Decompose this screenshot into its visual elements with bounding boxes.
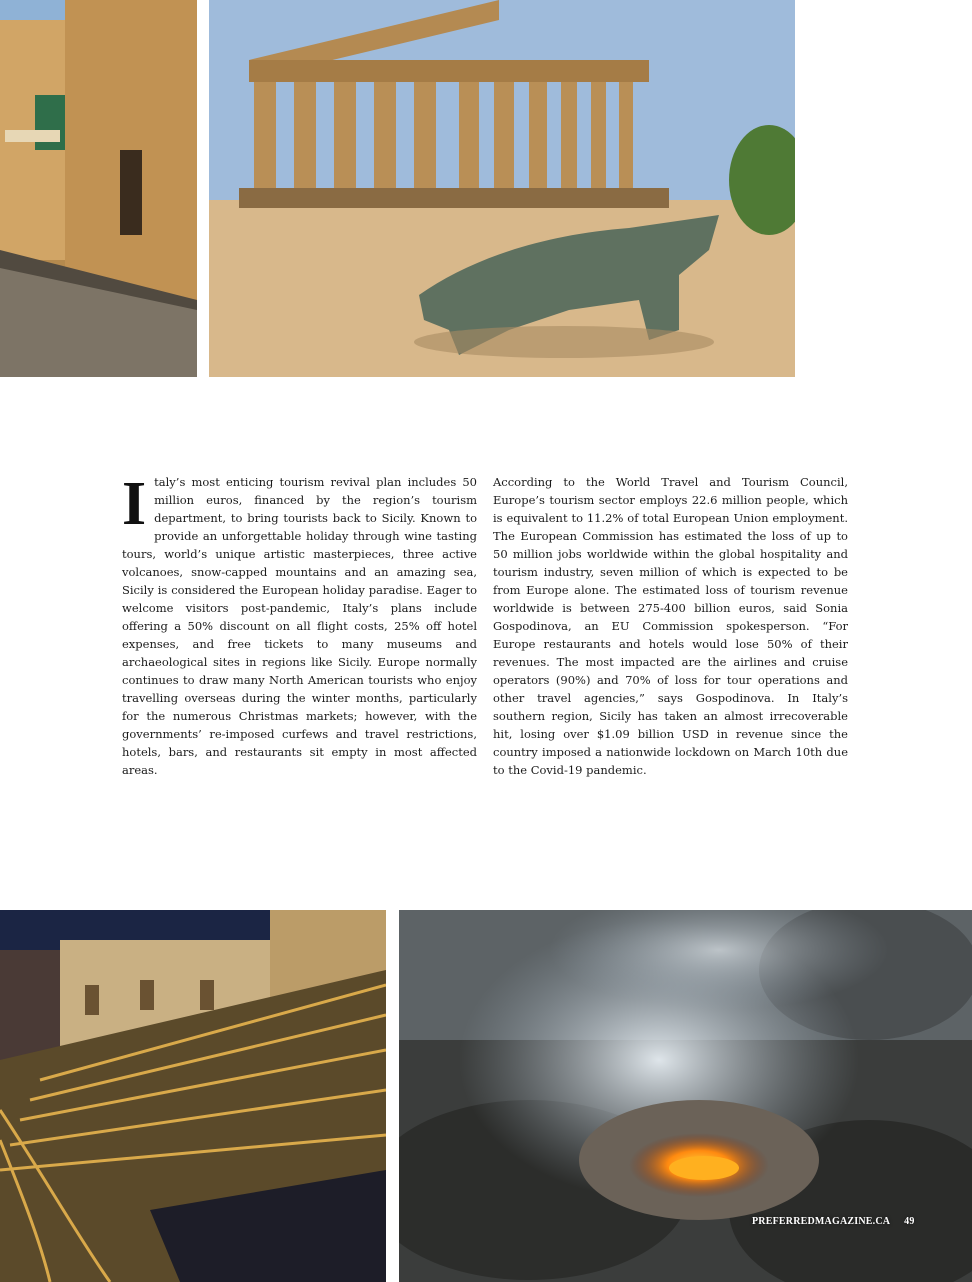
article-column-1 — [122, 470, 477, 779]
magazine-website: PREFERREDMAGAZINE.CA — [752, 1216, 891, 1227]
photo-greek-temple — [209, 0, 795, 377]
article-column-2 — [493, 473, 848, 779]
drop-cap: I — [122, 470, 147, 538]
column-2-text: According to the World Travel and Tourism Council, Europe’s tourism sector employs 22.6 million people, which is equivalent to 11.2% of total European Union employment. The European Commission has estimated the loss of up to 50 million jobs worldwide within the global hospitality and tourism industry, seven million of which is expected to be from Europe alone. The estimated loss of tourism revenue worldwide is between 275-400 billion euros, said Sonia Gospodinova, an EU Commission spokesperson. “For Europe restaurants and hotels would lose 50% of their revenues. The most impacted are the airlines and cruise operators (90%) and 70% of loss for tour operations and other travel agencies,” says Gospodinova. In Italy’s southern region, Sicily has taken an almost irrecoverable hit, losing over $1.09 billion USD in revenue since the country imposed a nationwide lockdown on March 10th due to the Covid-19 pandemic. — [493, 475, 848, 777]
column-1-text: taly’s most enticing tourism revival plan includes 50 million euros, financed by the region’s tourism department, to bring tourists back to Sicily. Known to provide an unforgettable holiday through wine tasting tours, world’s unique artistic masterpieces, three active volcanoes, snow-capped mountains and an amazing sea, Sicily is considered the European holiday paradise. Eager to welcome visitors post-pandemic, Italy’s plans include offering a 50% discount on all flight costs, 25% off hotel expenses, and free tickets to many museums and archaeological sites in regions like Sicily. Europe normally continues to draw many North American tourists who enjoy travelling overseas during the winter months, particularly for the numerous Christmas markets; however, with the governments’ re-imposed curfews and travel restrictions, hotels, bars, and restaurants sit empty in most affected areas. — [122, 475, 477, 777]
photo-illuminated-steps — [0, 910, 386, 1282]
photo-baroque-street — [0, 0, 197, 377]
page-number: 49 — [904, 1216, 915, 1227]
article-body — [122, 470, 848, 779]
page-footer — [752, 1216, 915, 1227]
